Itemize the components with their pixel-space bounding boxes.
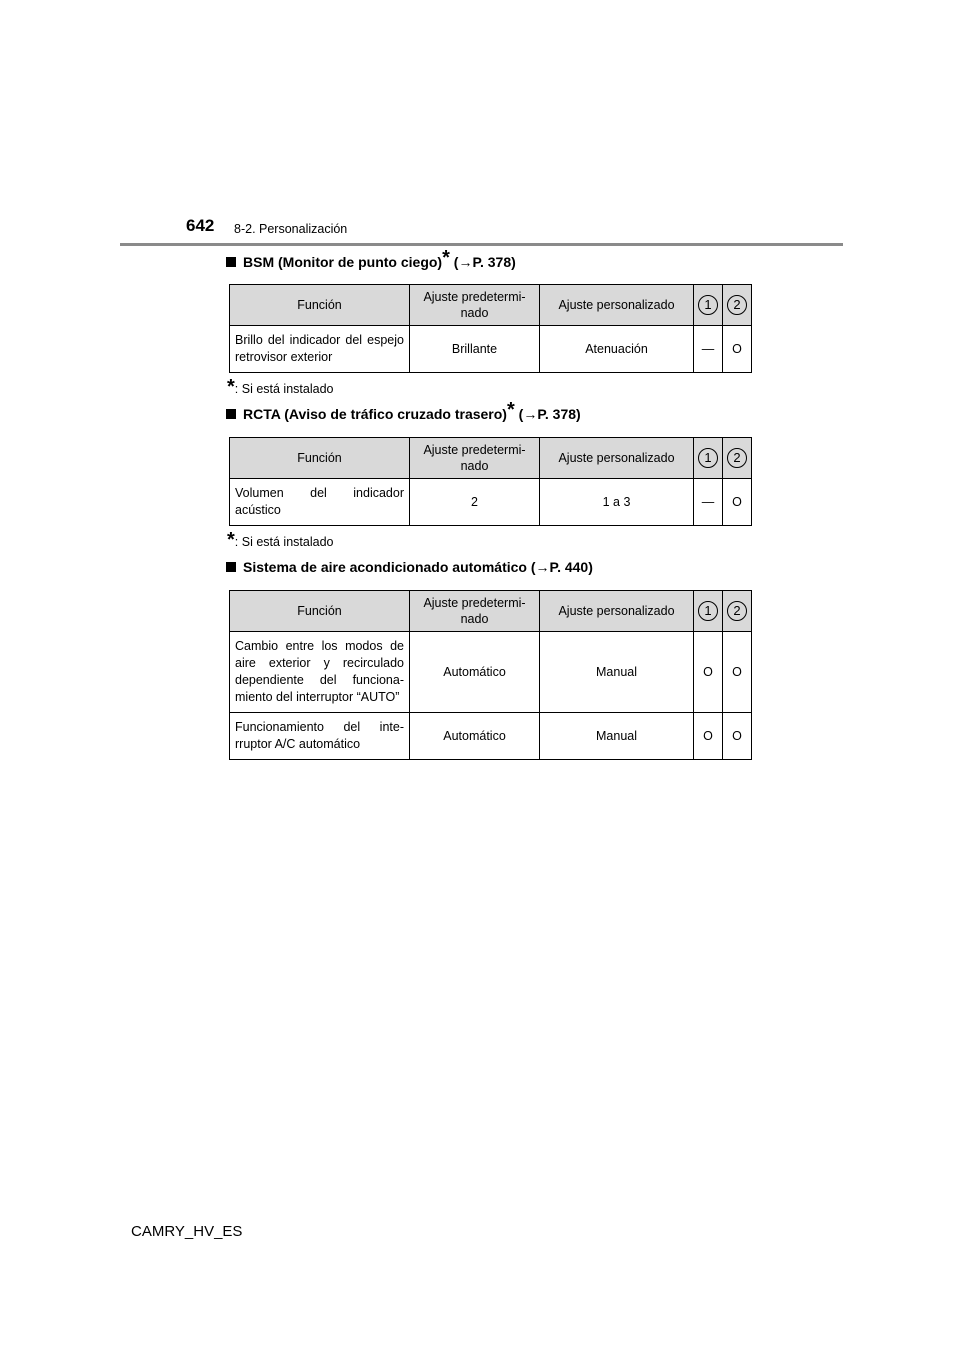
footnote-rcta: *: Si está instalado xyxy=(227,529,334,551)
page-reference[interactable]: P. 440 xyxy=(549,559,589,575)
square-bullet-icon xyxy=(226,409,236,419)
table-header-row xyxy=(230,438,752,479)
circled-two-icon: 2 xyxy=(727,295,747,315)
col-function: Función xyxy=(230,591,410,632)
footnote-star: * xyxy=(506,399,515,421)
cell-method-1: — xyxy=(694,326,723,373)
heading-title: Sistema de aire acondicionado automático xyxy=(243,559,527,575)
page-reference[interactable]: P. 378 xyxy=(537,406,577,422)
col-method-2 xyxy=(723,591,752,632)
footnote-star: * xyxy=(227,376,235,398)
footnote-text: Si está instalado xyxy=(241,535,334,549)
circled-two-icon: 2 xyxy=(727,448,747,468)
circled-two-icon: 2 xyxy=(727,601,747,621)
footer-code: CAMRY_HV_ES xyxy=(131,1223,243,1240)
heading-title: BSM (Monitor de punto ciego) xyxy=(243,254,443,270)
square-bullet-icon xyxy=(226,257,236,267)
cell-custom: Atenuación xyxy=(540,326,694,373)
table-rcta xyxy=(229,437,752,526)
cell-default: Brillante xyxy=(410,326,540,373)
col-custom: Ajuste personalizado xyxy=(540,438,694,479)
cell-method-2: O xyxy=(723,713,752,760)
cell-feature: Volumen del indicador acústico xyxy=(230,479,410,526)
col-method-2 xyxy=(723,285,752,326)
col-method-1 xyxy=(694,285,723,326)
page-reference[interactable]: P. 378 xyxy=(472,254,512,270)
cell-method-1: O xyxy=(694,632,723,713)
reference-arrow-icon: → xyxy=(458,254,473,270)
cell-method-2: O xyxy=(723,632,752,713)
cell-method-1: O xyxy=(694,713,723,760)
cell-feature: Brillo del indicador del espejo retrovisor exterior xyxy=(230,326,410,373)
square-bullet-icon xyxy=(226,562,236,572)
cell-method-2: O xyxy=(723,479,752,526)
header-rule xyxy=(120,243,843,246)
cell-default: Automático xyxy=(410,632,540,713)
cell-method-1: — xyxy=(694,479,723,526)
col-method-2 xyxy=(723,438,752,479)
cell-default: 2 xyxy=(410,479,540,526)
footnote-text: Si está instalado xyxy=(241,382,334,396)
col-default: Ajuste predetermi-nado xyxy=(410,591,540,632)
heading-bsm: BSM (Monitor de punto ciego)* (→P. 378) xyxy=(226,254,516,270)
cell-custom: Manual xyxy=(540,632,694,713)
cell-custom: 1 a 3 xyxy=(540,479,694,526)
reference-arrow-icon: → xyxy=(535,559,550,575)
circled-one-icon: 1 xyxy=(698,601,718,621)
page-number: 642 xyxy=(186,216,215,235)
cell-default: Automático xyxy=(410,713,540,760)
reference-arrow-icon: → xyxy=(523,406,538,422)
col-default: Ajuste predetermi-nado xyxy=(410,285,540,326)
col-function: Función xyxy=(230,285,410,326)
table-climate xyxy=(229,590,752,760)
table-row xyxy=(230,632,752,713)
circled-one-icon: 1 xyxy=(698,295,718,315)
section-label: 8-2. Personalización xyxy=(234,222,348,236)
col-default: Ajuste predetermi-nado xyxy=(410,438,540,479)
col-method-1 xyxy=(694,438,723,479)
cell-feature: Cambio entre los modos de aire exterior y recirculado dependiente del funciona-miento del interruptor “AUTO” xyxy=(230,632,410,713)
footnote-bsm: *: Si está instalado xyxy=(227,376,334,398)
heading-climate: Sistema de aire acondicionado automático (→P. 440) xyxy=(226,559,593,575)
table-row xyxy=(230,479,752,526)
table-header-row xyxy=(230,285,752,326)
col-method-1 xyxy=(694,591,723,632)
circled-one-icon: 1 xyxy=(698,448,718,468)
col-custom: Ajuste personalizado xyxy=(540,591,694,632)
table-row xyxy=(230,326,752,373)
footnote-star: * xyxy=(442,247,450,269)
heading-rcta: RCTA (Aviso de tráfico cruzado trasero)* (→P. 378) xyxy=(226,406,581,422)
table-bsm xyxy=(229,284,752,373)
table-row xyxy=(230,713,752,760)
col-custom: Ajuste personalizado xyxy=(540,285,694,326)
table-header-row xyxy=(230,591,752,632)
cell-method-2: O xyxy=(723,326,752,373)
footnote-star: * xyxy=(227,529,235,551)
heading-title: RCTA (Aviso de tráfico cruzado trasero) xyxy=(243,406,507,422)
col-function: Función xyxy=(230,438,410,479)
cell-feature: Funcionamiento del inte-rruptor A/C automático xyxy=(230,713,410,760)
cell-custom: Manual xyxy=(540,713,694,760)
